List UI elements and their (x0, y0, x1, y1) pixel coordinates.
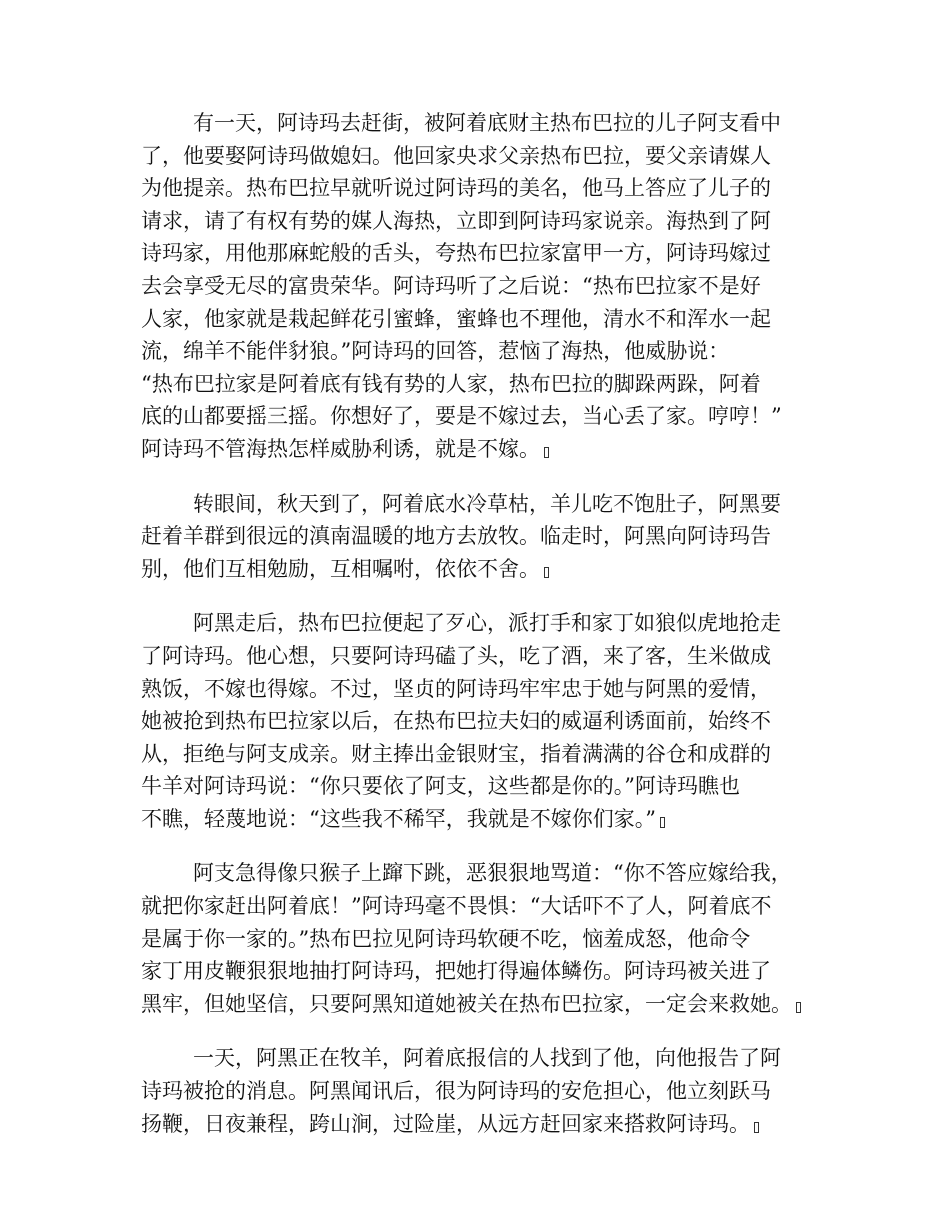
paragraph-4 (141, 857, 831, 1020)
paragraph-line: 从，拒绝与阿支成亲。财主捧出金银财宝，指着满满的谷仓和成群的 (141, 741, 771, 766)
paragraph-line: 有一天，阿诗玛去赶街，被阿着底财主热布巴拉的儿子阿支看中 (193, 111, 781, 135)
paragraph-line-last (141, 988, 831, 1021)
paragraph-mark-icon (754, 1122, 759, 1133)
paragraph-line: 赶着羊群到很远的滇南温暖的地方去放牧。临走时，阿黑向阿诗玛告 (141, 524, 771, 549)
paragraph-text: 阿诗玛不管海热怎样威胁利诱，就是不嫁。 (141, 436, 540, 461)
paragraph-line-last (141, 433, 831, 466)
paragraph-line-last (141, 553, 831, 586)
document-body (141, 107, 831, 1162)
paragraph-line-last (141, 1108, 831, 1141)
paragraph-line: 一天，阿黑正在牧羊，阿着底报信的人找到了他，向他报告了阿 (193, 1046, 781, 1071)
paragraph-mark-icon (544, 447, 549, 458)
paragraph-line: 了，他要娶阿诗玛做媳妇。他回家央求父亲热布巴拉，要父亲请媒人 (141, 143, 771, 168)
paragraph-text: 不瞧，轻蔑地说：“这些我不稀罕，我就是不嫁你们家。” (141, 806, 656, 831)
paragraph-line: 诗玛被抢的消息。阿黑闻讯后，很为阿诗玛的安危担心，他立刻跃马 (141, 1079, 771, 1104)
paragraph-line: 去会享受无尽的富贵荣华。阿诗玛听了之后说：“热布巴拉家不是好 (141, 273, 761, 298)
paragraph-line: 就把你家赶出阿着底！”阿诗玛毫不畏惧：“大话吓不了人，阿着底不 (141, 894, 772, 919)
paragraph-mark-icon (796, 1002, 801, 1013)
paragraph-line: 熟饭，不嫁也得嫁。不过，坚贞的阿诗玛牢牢忠于她与阿黑的爱情， (141, 676, 771, 701)
paragraph-line-last (141, 803, 831, 836)
paragraph-2 (141, 488, 831, 586)
paragraph-line: 家丁用皮鞭狠狠地抽打阿诗玛，把她打得遍体鳞伤。阿诗玛被关进了 (141, 959, 771, 984)
paragraph-line: 诗玛家，用他那麻蛇般的舌头，夸热布巴拉家富甲一方，阿诗玛嫁过 (141, 241, 771, 266)
paragraph-line: 了阿诗玛。他心想，只要阿诗玛磕了头，吃了酒，来了客，生米做成 (141, 643, 771, 668)
paragraph-text: 黑牢，但她坚信，只要阿黑知道她被关在热布巴拉家，一定会来救她。 (141, 991, 792, 1016)
paragraph-line: 底的山都要摇三摇。你想好了，要是不嫁过去，当心丢了家。哼哼！” (141, 404, 782, 429)
paragraph-line: 她被抢到热布巴拉家以后，在热布巴拉夫妇的威逼利诱面前，始终不 (141, 709, 771, 734)
paragraph-line: 为他提亲。热布巴拉早就听说过阿诗玛的美名，他马上答应了儿子的 (141, 176, 771, 201)
paragraph-5 (141, 1042, 831, 1140)
paragraph-line: 阿支急得像只猴子上蹿下跳，恶狠狠地骂道：“你不答应嫁给我， (193, 861, 792, 886)
paragraph-line: “热布巴拉家是阿着底有钱有势的人家，热布巴拉的脚跺两跺，阿着 (141, 371, 761, 396)
paragraph-mark-icon (544, 567, 549, 578)
paragraph-text: 扬鞭，日夜兼程，跨山涧，过险崖，从远方赶回家来搭救阿诗玛。 (141, 1111, 750, 1136)
paragraph-line: 阿黑走后，热布巴拉便起了歹心，派打手和家丁如狼似虎地抢走 (193, 611, 781, 636)
paragraph-mark-icon (660, 817, 665, 828)
paragraph-line: 人家，他家就是栽起鲜花引蜜蜂，蜜蜂也不理他，清水不和浑水一起 (141, 306, 771, 331)
paragraph-line: 是属于你一家的。”热布巴拉见阿诗玛软硬不吃，恼羞成怒，他命令 (141, 926, 751, 951)
paragraph-line: 牛羊对阿诗玛说：“你只要依了阿支，这些都是你的。”阿诗玛瞧也 (141, 774, 740, 799)
paragraph-text: 别，他们互相勉励，互相嘱咐，依依不舍。 (141, 556, 540, 581)
paragraph-line: 请求，请了有权有势的媒人海热，立即到阿诗玛家说亲。海热到了阿 (141, 208, 771, 233)
paragraph-line: 流，绵羊不能伴豺狼。”阿诗玛的回答，惹恼了海热，他威胁说： (141, 339, 730, 364)
paragraph-3 (141, 607, 831, 835)
paragraph-1 (141, 107, 831, 466)
paragraph-line: 转眼间，秋天到了，阿着底水冷草枯，羊儿吃不饱肚子，阿黑要 (193, 491, 781, 516)
